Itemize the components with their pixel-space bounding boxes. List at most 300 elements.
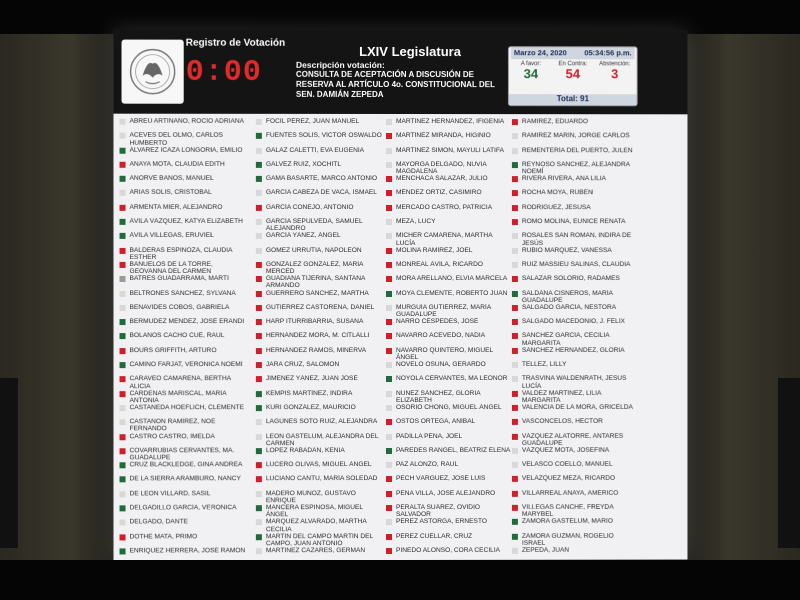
senator-column-4 — [510, 118, 638, 575]
senator-name: TELLEZ, LILLY — [521, 360, 567, 368]
flag-left — [0, 378, 18, 548]
favor-label: A favor: — [520, 61, 542, 68]
senator-entry — [510, 204, 638, 218]
vote-indicator-none — [256, 419, 262, 425]
senator-entry — [510, 275, 638, 289]
senator-entry — [118, 418, 246, 432]
senator-entry — [118, 118, 246, 132]
senator-name: LÓPEZ RABADÁN, KENIA — [265, 446, 345, 454]
senator-name: VALDEZ MARTÍNEZ, LILIA MARGARITA — [521, 389, 602, 404]
senator-name: PERALTA SUÁREZ, OVIDIO SALVADOR — [396, 503, 480, 519]
vote-indicator-favor — [120, 477, 126, 483]
vote-indicator-contra — [386, 276, 392, 282]
senator-entry — [510, 390, 638, 404]
senator-entry — [384, 390, 512, 404]
vote-indicator-none — [120, 405, 126, 411]
vote-indicator-contra — [386, 419, 392, 425]
vote-time: 05:34:56 p.m. — [584, 48, 632, 58]
senator-entry — [118, 390, 246, 404]
vote-indicator-contra — [120, 448, 126, 454]
senator-name: CRUZ BLACKLEDGE, GINA ANDREA — [129, 461, 243, 469]
senator-entry — [118, 232, 246, 246]
vote-indicator-favor — [120, 462, 126, 468]
vote-indicator-contra — [512, 419, 518, 425]
senator-name: MORA ARELLANO, ELVIA MARCELA — [396, 275, 508, 283]
senator-entry — [254, 204, 382, 218]
vote-indicator-favor — [120, 362, 126, 368]
registro-label: Registro de Votación — [185, 37, 286, 49]
senator-name: GÁLVEZ RUIZ, XÓCHITL — [265, 160, 341, 168]
senator-entry — [254, 132, 382, 146]
vote-indicator-contra — [256, 305, 262, 311]
vote-indicator-contra — [256, 333, 262, 339]
vote-indicator-none — [256, 119, 262, 125]
vote-indicator-none — [512, 262, 518, 268]
senator-name: BERMÚDEZ MÉNDEZ, JOSÉ ERANDI — [129, 318, 245, 326]
senator-name: DE LEÓN VILLARD, SASIL — [129, 489, 211, 498]
senator-name: ZEPEDA, JUAN — [521, 546, 570, 554]
senator-name: VÁZQUEZ MOTA, JOSEFINA — [521, 446, 610, 454]
senator-name: RODRÍGUEZ, JESUSA — [521, 203, 591, 211]
vote-indicator-contra — [512, 191, 518, 197]
senator-entry — [118, 304, 246, 318]
vote-indicator-none — [256, 219, 262, 225]
senator-name: RUBIO MARQUEZ, VANESSA — [521, 246, 612, 254]
senator-entry — [118, 189, 246, 203]
senator-entry — [254, 232, 382, 246]
senator-name: FOCIL PÉREZ, JUAN MANUEL — [265, 117, 360, 125]
senator-entry — [510, 147, 638, 161]
senator-name: JIMÉNEZ YÁÑEZ, JUAN JOSÉ — [265, 375, 358, 383]
senator-name: TRASVIÑA WALDENRATH, JESÚS LUCÍA — [521, 375, 627, 390]
senator-entry — [510, 432, 638, 446]
senator-name: JARA CRUZ, SALOMÓN — [265, 361, 340, 369]
senator-entry — [510, 132, 638, 146]
senator-entry — [254, 461, 382, 475]
senator-entry — [118, 261, 246, 275]
vote-summary-box — [508, 46, 638, 106]
senator-name: MURGUÍA GUTIÉRREZ, MARÍA GUADALUPE — [396, 303, 491, 319]
senator-entry — [510, 304, 638, 318]
vote-indicator-contra — [120, 391, 126, 397]
vote-indicator-none — [386, 362, 392, 368]
favor-count-block — [511, 61, 551, 81]
senator-name: PÉREZ ASTORGA, ERNESTO — [396, 518, 487, 526]
senator-entry — [510, 375, 638, 389]
favor-count: 34 — [523, 66, 539, 82]
senator-entry — [254, 475, 382, 489]
senator-entry — [118, 433, 246, 447]
senator-entry — [254, 118, 382, 132]
senator-name: VASCONCELOS, HÉCTOR — [521, 418, 603, 426]
senator-name: HERNÁNDEZ MORA, M. CITLALLI — [265, 332, 370, 340]
senator-name: PINEDO ALONSO, CORA CECILIA — [396, 546, 501, 554]
vote-indicator-contra — [120, 376, 126, 382]
vote-indicator-none — [120, 491, 126, 497]
vote-indicator-favor — [256, 505, 262, 511]
vote-indicator-none — [256, 434, 262, 440]
vote-indicator-contra — [386, 534, 392, 540]
vote-indicator-favor — [120, 548, 126, 554]
senator-entry — [510, 161, 638, 175]
senator-entry — [118, 461, 246, 475]
senator-entry — [254, 390, 382, 404]
senator-entry — [384, 418, 512, 432]
senator-entry — [510, 461, 638, 475]
senator-name: BATRES GUADARRAMA, MARTÍ — [129, 275, 229, 283]
vote-indicator-contra — [256, 276, 262, 282]
descripcion-label: Descripción votación: — [295, 59, 385, 70]
senator-name: MARTÍNEZ CÁZARES, GERMÁN — [265, 546, 366, 555]
vote-indicator-contra — [256, 376, 262, 382]
senator-entry — [254, 418, 382, 432]
vote-indicator-contra — [120, 434, 126, 440]
senator-name: OSORIO CHONG, MIGUEL ÁNGEL — [396, 403, 502, 411]
senator-column-1 — [118, 118, 246, 576]
senator-entry — [254, 189, 382, 203]
senator-name: CASTAÑEDA HOEFLICH, CLEMENTE — [129, 404, 245, 412]
senator-name: GÓMEZ URRUTIA, NAPOLEÓN — [265, 246, 362, 254]
senator-name: GUTIÉRREZ CASTORENA, DANIEL — [265, 303, 375, 311]
senator-name: VÁZQUEZ ALATORRE, ANTARES GUADALUPE — [521, 432, 624, 447]
vote-indicator-none — [256, 520, 262, 526]
senator-name: OSTOS ORTEGA, ANÍBAL — [396, 418, 476, 426]
senator-name: ÁVILA VILLEGAS, ERUVIEL — [129, 232, 214, 240]
vote-indicator-favor — [386, 376, 392, 382]
senator-entry — [510, 190, 638, 204]
vote-indicator-contra — [512, 219, 518, 225]
vote-indicator-contra — [256, 205, 262, 211]
senator-entry — [254, 504, 382, 518]
vote-indicator-none — [512, 462, 518, 468]
senator-name: HARP ITURRIBARRIA, SUSANA — [265, 318, 364, 326]
senator-entry — [118, 347, 246, 361]
senator-entry — [254, 304, 382, 318]
senator-name: ARMENTA MIER, ALEJANDRO — [129, 203, 223, 211]
vote-indicator-contra — [120, 262, 126, 268]
senator-name: VILLEGAS CANCHÉ, FREYDA MARYBEL — [521, 503, 614, 519]
senator-entry — [510, 347, 638, 361]
senator-name: VELASCO COELLO, MANUEL — [521, 460, 613, 468]
senator-entry — [118, 218, 246, 232]
vote-indicator-contra — [386, 205, 392, 211]
vote-indicator-none — [120, 190, 126, 196]
countdown-timer: 0:00 — [185, 55, 262, 90]
vote-indicator-contra — [120, 205, 126, 211]
vote-indicator-contra — [512, 319, 518, 325]
vote-indicator-none — [386, 305, 392, 311]
senator-entry — [254, 218, 382, 232]
senator-name: GARCÍA CABEZA DE VACA, ISMAEL — [265, 189, 377, 197]
vote-indicator-none — [386, 391, 392, 397]
senator-entry — [254, 347, 382, 361]
senator-name: GUERRERO SÁNCHEZ, MARTHA — [265, 289, 369, 297]
vote-indicator-none — [386, 219, 392, 225]
senator-name: MADERO MUÑOZ, GUSTAVO ENRIQUE — [265, 489, 356, 505]
senator-name: HERNÁNDEZ RAMOS, MINERVA — [265, 346, 367, 354]
senator-entry — [254, 433, 382, 447]
senator-entry — [384, 318, 512, 332]
vote-indicator-contra — [512, 333, 518, 339]
vote-indicator-contra — [386, 133, 392, 139]
vote-indicator-none — [512, 233, 518, 239]
vote-indicator-contra — [120, 162, 126, 168]
vote-indicator-none — [256, 190, 262, 196]
senator-entry — [254, 518, 382, 532]
vote-total: Total: 91 — [509, 94, 637, 105]
senator-entry — [510, 475, 638, 489]
senator-entry — [254, 275, 382, 289]
vote-indicator-favor — [120, 233, 126, 239]
senator-name: MENCHACA SALAZAR, JULIO — [396, 175, 488, 183]
vote-indicator-contra — [386, 248, 392, 254]
senator-name: MARTÍNEZ SIMÓN, MAYULI LATIFA — [396, 146, 505, 154]
senator-name: GARCÍA CONEJO, ANTONIO — [265, 203, 354, 211]
senator-name: MARTÍNEZ MIRANDA, HIGINIO — [396, 132, 491, 140]
senator-name: GAMA BASARTE, MARCO ANTONIO — [265, 175, 378, 183]
senator-column-2 — [254, 118, 382, 576]
senator-entry — [254, 175, 382, 189]
senator-name: VELÁZQUEZ MEZA, RICARDO — [521, 475, 616, 483]
vote-indicator-contra — [512, 391, 518, 397]
vote-indicator-favor — [120, 334, 126, 340]
senator-entry — [118, 290, 246, 304]
senator-name: MOLINA RAMÍREZ, JOEL — [396, 246, 473, 254]
vote-indicator-contra — [512, 491, 518, 497]
senator-name: COVARRUBIAS CERVANTES, MA. GUADALUPE — [129, 446, 235, 462]
senator-entry — [118, 204, 246, 218]
vote-indicator-contra — [120, 348, 126, 354]
senate-seal-logo — [122, 40, 184, 104]
senator-entry — [254, 290, 382, 304]
senator-name: GARCÍA YÁÑEZ, ÁNGEL — [265, 232, 341, 240]
vote-indicator-favor — [512, 533, 518, 539]
senator-name: MEZA, LUCY — [396, 218, 436, 226]
vote-indicator-favor — [120, 505, 126, 511]
vote-indicator-favor — [256, 176, 262, 182]
senator-name: SÁNCHEZ GARCÍA, CECILIA MARGARITA — [521, 332, 610, 347]
senator-name: BENAVIDES COBOS, GABRIELA — [129, 303, 230, 311]
senator-entry — [254, 332, 382, 346]
senator-name: REYNOSO SÁNCHEZ, ALEJANDRA NOEMÍ — [521, 160, 630, 176]
senator-name: ANAYA MOTA, CLAUDIA EDITH — [129, 160, 225, 168]
senator-entry — [118, 476, 246, 490]
senator-name: SÁNCHEZ HERNÁNDEZ, GLORIA — [521, 346, 625, 354]
senator-entry — [384, 247, 512, 261]
senator-entry — [510, 504, 638, 518]
senator-name: ROMO MOLINA, EUNICE RENATA — [521, 218, 626, 226]
vote-indicator-favor — [386, 291, 392, 297]
senator-entry — [384, 504, 512, 518]
senator-entry — [510, 447, 638, 461]
senator-entry — [384, 432, 512, 446]
senator-name: AÑORVE BAÑOS, MANUEL — [129, 174, 214, 183]
senator-entry — [384, 261, 512, 275]
senator-entry — [384, 204, 512, 218]
senator-entry — [384, 218, 512, 232]
senator-name: ROCHA MOYA, RUBÉN — [521, 189, 593, 197]
vote-indicator-none — [512, 362, 518, 368]
senator-name: NÚÑEZ SÁNCHEZ, GLORIA ELIZABETH — [396, 389, 481, 404]
senator-name: MAYORGA DELGADO, NUVIA MAGDALENA — [396, 160, 487, 176]
senator-name: ÁLVAREZ ICAZA LONGORIA, EMILIO — [129, 146, 243, 154]
senator-entry — [254, 447, 382, 461]
vote-indicator-none — [120, 419, 126, 425]
senator-entry — [118, 146, 246, 160]
bottom-letterbox — [0, 560, 800, 600]
senator-entry — [118, 161, 246, 175]
vote-indicator-favor — [512, 162, 518, 168]
senator-name: ARIAS SOLIS, CRISTOBAL — [129, 189, 212, 197]
senator-entry — [384, 175, 512, 189]
vote-indicator-none — [386, 233, 392, 239]
vote-indicator-none — [386, 462, 392, 468]
senator-entry — [118, 504, 246, 518]
senator-entry — [118, 247, 246, 261]
senator-entry — [384, 132, 512, 146]
senator-name: GUADIANA TIJERINA, SANTANA ARMANDO — [265, 275, 366, 290]
senator-entry — [510, 547, 638, 561]
senator-name: CARAVEO CAMARENA, BERTHA ALICIA — [129, 375, 231, 390]
vote-indicator-favor — [512, 291, 518, 297]
vote-indicator-contra — [256, 262, 262, 268]
eagle-seal-icon — [128, 46, 178, 98]
senator-entry — [384, 232, 512, 246]
senator-name: PECH VÁRGUEZ, JOSÉ LUIS — [396, 475, 486, 483]
vote-indicator-favor — [256, 448, 262, 454]
senator-name: ÁVILA VÁZQUEZ, KATYA ELIZABETH — [129, 217, 243, 226]
senator-name: GARCÍA SEPÚLVEDA, SAMUEL ALEJANDRO — [265, 218, 363, 233]
senator-name: MICHER CAMARENA, MARTHA LUCÍA — [396, 232, 493, 247]
vote-indicator-none — [512, 133, 518, 139]
vote-indicator-none — [386, 434, 392, 440]
senator-entry — [254, 490, 382, 504]
vote-indicator-none — [256, 147, 262, 153]
vote-indicator-contra — [512, 305, 518, 311]
vote-indicator-contra — [120, 534, 126, 540]
vote-indicator-favor — [256, 534, 262, 540]
descripcion-text: CONSULTA DE ACEPTACIÓN A DISCUSIÓN DE RESERVA AL ARTÍCULO 4o. CONSTITUCIONAL DEL SEN. DAMIÁN ZEPEDA — [295, 69, 495, 99]
senator-entry — [118, 519, 246, 534]
legislatura-title: LXIV Legislatura — [359, 43, 461, 60]
senator-entry — [384, 447, 512, 461]
senator-name: KEMPIS MARTÍNEZ, INDIRA — [265, 389, 353, 397]
senator-entry — [384, 189, 512, 203]
senator-name: ROSALES SAN ROMÁN, INDIRA DE JESÚS — [521, 232, 632, 247]
senator-name: ZAMORA GUZMÁN, ROGELIO ISRAEL — [521, 532, 614, 547]
senator-entry — [510, 332, 638, 346]
senator-entry — [510, 361, 638, 375]
senator-name: RUIZ MASSIEU SALINAS, CLAUDIA — [521, 260, 631, 269]
senator-entry — [254, 247, 382, 261]
vote-indicator-contra — [512, 476, 518, 482]
senator-entry — [254, 318, 382, 332]
senator-name: LUCIANO CANTÚ, MARÍA SOLEDAD — [265, 475, 378, 483]
senator-name: VALENCIA DE LA MORA, GRICELDA — [521, 403, 633, 411]
senator-entry — [118, 332, 246, 346]
senator-entry — [254, 375, 382, 389]
senator-name: RAMÍREZ MARÍN, JORGE CARLOS — [521, 132, 630, 140]
vote-indicator-contra — [512, 205, 518, 211]
vote-indicator-contra — [512, 348, 518, 354]
vote-indicator-favor — [120, 219, 126, 225]
vote-indicator-abst — [120, 276, 126, 282]
vote-indicator-contra — [386, 491, 392, 497]
senator-entry — [384, 290, 512, 304]
senator-name: NARRO CÉSPEDES, JOSÉ — [396, 318, 479, 326]
abst-label: Abstención: — [599, 61, 631, 68]
vote-indicator-contra — [256, 362, 262, 368]
vote-indicator-contra — [386, 319, 392, 325]
vote-indicator-none — [120, 119, 126, 125]
vote-indicator-none — [512, 248, 518, 254]
senator-entry — [384, 404, 512, 418]
vote-indicator-none — [256, 233, 262, 239]
vote-indicator-contra — [256, 348, 262, 354]
senator-name: NAVARRO ACEVEDO, NADIA — [396, 332, 486, 340]
senator-name: CASTAÑÓN RAMÍREZ, NOÉ FERNANDO — [129, 418, 216, 433]
senator-entry — [510, 247, 638, 261]
vote-indicator-none — [386, 405, 392, 411]
senator-entry — [510, 489, 638, 503]
vote-indicator-favor — [256, 133, 262, 139]
vote-indicator-none — [512, 448, 518, 454]
vote-indicator-contra — [386, 548, 392, 554]
vote-date: Marzo 24, 2020 — [513, 48, 567, 58]
senator-name: MERCADO CASTRO, PATRICIA — [396, 203, 493, 211]
vote-indicator-favor — [120, 147, 126, 153]
senator-entry — [254, 146, 382, 160]
senator-entry — [384, 347, 512, 361]
senator-name: DELGADILLO GARCÍA, VERÓNICA — [129, 504, 237, 512]
senator-entry — [510, 175, 638, 189]
senator-entry — [118, 533, 246, 548]
vote-indicator-none — [386, 519, 392, 525]
vote-indicator-contra — [386, 190, 392, 196]
vote-indicator-contra — [256, 319, 262, 325]
senator-name: RIVERA RIVERA, ANA LILIA — [521, 175, 607, 183]
senator-entry — [118, 132, 246, 146]
vote-indicator-none — [386, 119, 392, 125]
vote-indicator-none — [256, 548, 262, 554]
vote-indicator-none — [512, 148, 518, 154]
vote-indicator-favor — [120, 176, 126, 182]
abst-count-block — [595, 61, 635, 81]
senator-entry — [118, 375, 246, 389]
senator-name: ENRÍQUEZ HERRERA, JOSÉ RAMÓN — [129, 547, 246, 555]
vote-indicator-contra — [512, 119, 518, 125]
senator-entry — [384, 118, 512, 132]
vote-indicator-contra — [512, 505, 518, 511]
vote-indicator-contra — [256, 477, 262, 483]
senator-name: MOYA CLEMENTE, ROBERTO JUAN — [396, 289, 508, 297]
senator-column-3 — [384, 118, 512, 576]
senator-name: REMENTERÍA DEL PUERTO, JULEN — [521, 146, 633, 154]
contra-label: En Contra: — [558, 61, 588, 68]
vote-indicator-favor — [256, 391, 262, 397]
senator-name: NOYOLA CERVANTES, MA LEONOR — [396, 375, 508, 383]
vote-indicator-contra — [512, 276, 518, 282]
vote-indicator-none — [120, 520, 126, 526]
senator-name: SALDAÑA CISNEROS, MARÍA GUADALUPE — [521, 289, 613, 304]
vote-indicator-favor — [512, 519, 518, 525]
senator-name: MARTÍNEZ HERNÁNDEZ, IFIGENIA — [396, 117, 505, 126]
senator-name: BOURS GRIFFITH, ARTURO — [129, 346, 217, 354]
senator-entry — [118, 447, 246, 461]
senator-name: SALGADO GARCÍA, NESTORA — [521, 303, 617, 311]
senator-name: DELGADO, DANTE — [129, 518, 188, 526]
senator-name: DE LA SIERRA ARÁMBURO, NANCY — [129, 475, 241, 483]
